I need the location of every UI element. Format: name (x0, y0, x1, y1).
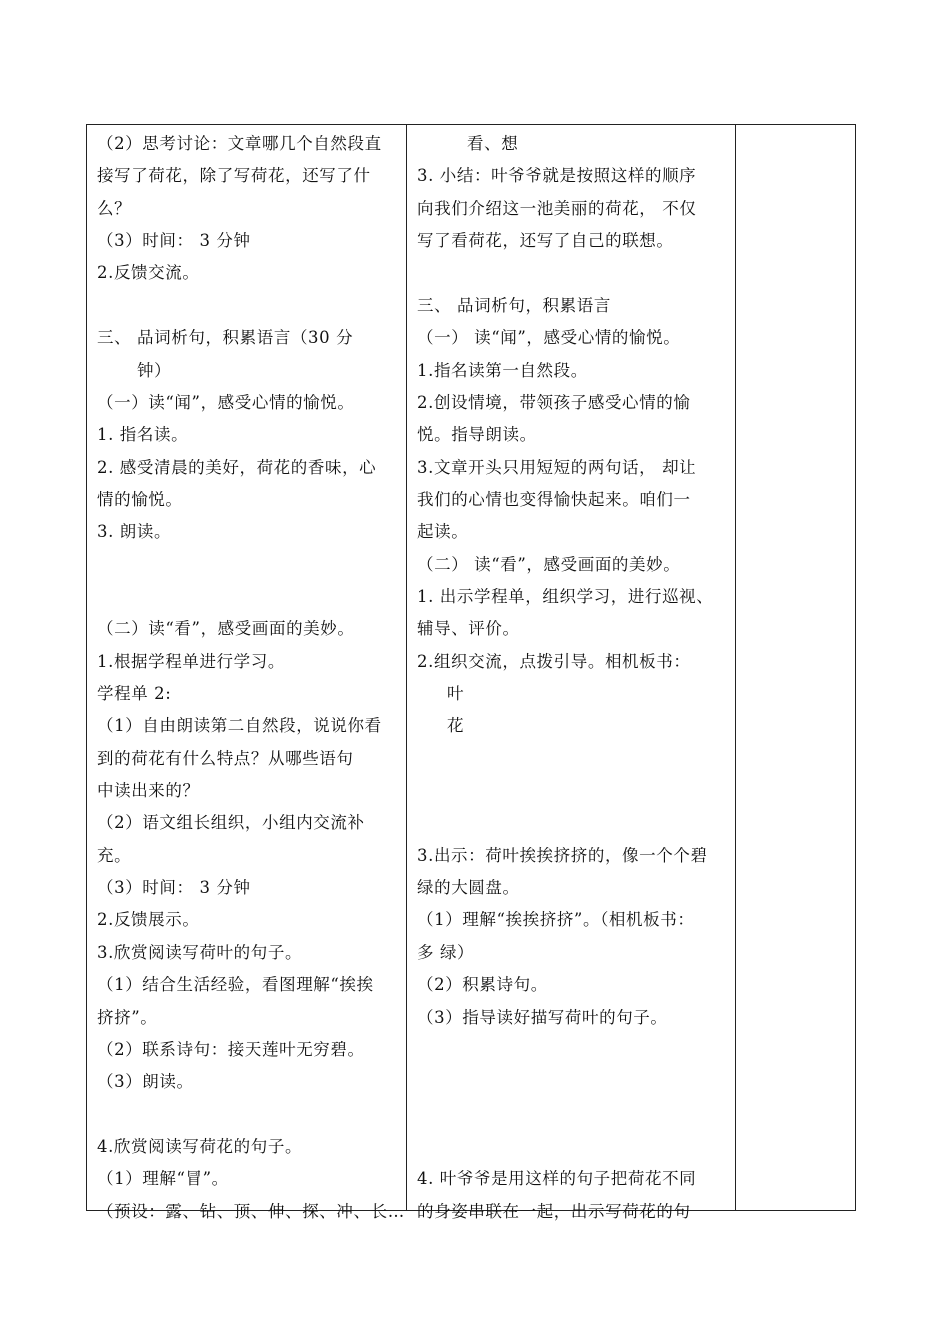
text-line: 1. 出示学程单，组织学习，进行巡视、 (417, 586, 714, 606)
text-line: （二）读“看”，感受画面的美妙。 (97, 619, 355, 639)
text-line: （3）时间： 3 分钟 (97, 231, 251, 251)
text-line: 看、想 (467, 134, 519, 153)
text-line: 三、 品词析句，积累语言 (417, 295, 611, 315)
teacher-activity-column (407, 125, 735, 1221)
text-line: 叶 (447, 684, 465, 703)
text-line: 挤挤”。 (97, 1007, 158, 1027)
text-line: 到的荷花有什么特点？从哪些语句 (97, 748, 354, 768)
text-line: 3. 朗读。 (97, 522, 172, 542)
text-line: （1）自由朗读第二自然段，说说你看 (97, 716, 382, 736)
text-line: 3. 小结：叶爷爷就是按照这样的顺序 (417, 166, 697, 186)
text-line: （一）读“闻”，感受心情的愉悦。 (97, 392, 355, 412)
text-line: （预设：露、钻、顶、伸、探、冲、长… (97, 1201, 405, 1221)
text-line: 中读出来的？ (97, 781, 200, 800)
text-line: （2）联系诗句：接天莲叶无穷碧。 (97, 1039, 365, 1059)
student-activity-column (87, 125, 406, 1221)
text-line: 3.出示：荷叶挨挨挤挤的，像一个个碧 (417, 845, 708, 865)
text-line: 1.根据学程单进行学习。 (97, 651, 285, 671)
text-line: 2.组织交流，点拨引导。相机板书： (417, 651, 691, 671)
text-line: 的身姿串联在一起，出示写荷花的句 (417, 1201, 691, 1221)
text-line: 4.欣赏阅读写荷花的句子。 (97, 1136, 303, 1156)
text-line: （1）理解“挨挨挤挤”。（相机板书： (417, 910, 695, 930)
text-line: （3）朗读。 (97, 1072, 194, 1092)
text-line: 2.反馈交流。 (97, 263, 200, 283)
text-line: 辅导、评价。 (417, 619, 520, 639)
text-line: （2）语文组长组织，小组内交流补 (97, 813, 365, 833)
text-line: 花 (447, 716, 465, 736)
text-line: 学程单 2: (97, 684, 172, 703)
text-line: 2.创设情境，带领孩子感受心情的愉 (417, 392, 691, 412)
text-line: 充。 (97, 845, 132, 865)
text-line: 我们的心情也变得愉快起来。咱们一 (417, 489, 691, 509)
text-line: 三、 品词析句，积累语言（30 分 (97, 328, 354, 348)
text-line: 1.指名读第一自然段。 (417, 360, 588, 380)
notes-column (736, 125, 855, 1210)
text-line: 3.欣赏阅读写荷叶的句子。 (97, 942, 303, 962)
text-line: 么？ (97, 198, 132, 218)
lesson-plan-table (86, 124, 856, 1221)
text-line: （3）指导读好描写荷叶的句子。 (417, 1007, 668, 1027)
text-line: （3）时间： 3 分钟 (97, 878, 251, 898)
text-line: （一） 读“闻”，感受心情的愉悦。 (417, 328, 681, 348)
text-line: 向我们介绍这一池美丽的荷花， 不仅 (417, 198, 697, 218)
text-line: （2）思考讨论：文章哪几个自然段直 (97, 134, 382, 153)
text-line: 写了看荷花，还写了自己的联想。 (417, 231, 674, 251)
text-line: （二） 读“看”，感受画面的美妙。 (417, 554, 681, 574)
text-line: （2）积累诗句。 (417, 975, 548, 995)
text-line: （1）理解“冒”。 (97, 1169, 229, 1189)
text-line: 悦。指导朗读。 (417, 425, 537, 445)
text-line: 多 绿） (417, 942, 475, 962)
text-line: （1）结合生活经验，看图理解“挨挨 (97, 975, 374, 995)
text-line: 2.反馈展示。 (97, 910, 200, 930)
text-line: 绿的大圆盘。 (417, 878, 520, 898)
text-line: 钟） (137, 360, 172, 380)
text-line: 接写了荷花，除了写荷花，还写了什 (97, 166, 371, 186)
text-line: 4. 叶爷爷是用这样的句子把荷花不同 (417, 1169, 697, 1189)
text-line: 2. 感受清晨的美好，荷花的香味，心 (97, 457, 377, 477)
text-line: 情的愉悦。 (97, 489, 183, 509)
text-line: 3.文章开头只用短短的两句话， 却让 (417, 457, 697, 477)
text-line: 1. 指名读。 (97, 425, 189, 445)
text-line: 起读。 (417, 522, 469, 542)
